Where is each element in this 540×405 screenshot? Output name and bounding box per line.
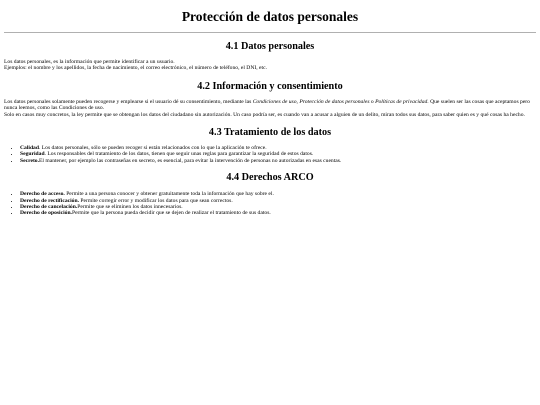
list-item (20, 210, 536, 216)
bullet-list (4, 145, 536, 164)
item-text: Permite a una persona conocer y obtener gratuitamente toda la información que hay sobre el. (64, 191, 274, 198)
definition-line: Los datos personales, es la información que permite identificar a un usuario. (4, 59, 175, 65)
item-term: Derecho de cancelación. (20, 204, 78, 211)
section-informacion-consentimiento (4, 81, 536, 118)
title-divider (4, 32, 536, 33)
item-term: Derecho de acceso. (20, 191, 65, 198)
section-heading: 4.2 Información y consentimiento (197, 80, 343, 92)
item-term: Secreto. (20, 157, 39, 164)
item-sep: . (44, 151, 48, 158)
text-run: , (296, 98, 300, 105)
examples-line: Ejemplos: el nombre y los apellidos, la fecha de nacimiento, el correo electrónico, el número de teléfono, el DNI, etc. (4, 65, 267, 72)
text-run: o (369, 98, 376, 105)
section-derechos-arco (4, 172, 536, 217)
item-term: Calidad (20, 145, 39, 152)
section-heading: 4.3 Tratamiento de los datos (208, 127, 332, 139)
item-text: Los responsables del tratamiento de los datos, tienen que seguir unas reglas para garantizar la seguridad de estos datos. (47, 151, 314, 158)
section-heading: 4.4 Derechos ARCO (226, 172, 314, 184)
text-run: Los datos personales solamente pueden recogerse y emplearse si el usuario dé su consentimiento, mediante las (4, 98, 253, 105)
section-tratamiento-datos (4, 127, 536, 164)
section-paragraph (4, 59, 536, 72)
text-run: . Que suelen ser las cosas que aceptamos pero nunca leemos, como las Condiciones de uso. (4, 98, 530, 112)
section-heading: 4.1 Datos personales (225, 41, 315, 52)
item-text: Permite que se eliminen los datos innecesarios. (77, 204, 183, 211)
item-text: Permite corregir error y modificar los datos para que sean correctos. (78, 197, 233, 204)
emphasis-text: Políticas de privacidad (375, 98, 428, 105)
page-title: Protección de datos personales (181, 9, 359, 24)
item-term: Derecho de oposición. (20, 210, 72, 217)
item-text: El mantener, por ejemplo las contraseñas en secreto, es esencial, para evitar la intervención de personas no autorizadas en esas cuentas. (39, 157, 342, 164)
emphasis-text: Condiciones de uso (252, 98, 297, 105)
item-text: Los datos personales, sólo se pueden recoger si están relacionados con lo que la aplicación te ofrece. (41, 145, 267, 152)
emphasis-text: Protección de datos personales (299, 98, 370, 105)
item-sep: . (38, 145, 42, 152)
list-item (20, 158, 536, 164)
text-run: Solo en casos muy concretos, la ley permite que se obtengan los datos del ciudadano sin autorización. Un caso podría ser, es cuando van a acusar a alguien de un delito, miran todos sus datos, para saber quien es y qué cosas ha hecho. (4, 111, 525, 118)
bullet-list (4, 191, 536, 217)
section-paragraph (4, 99, 536, 118)
section-datos-personales (4, 41, 536, 72)
item-term: Derecho de rectificación. (20, 197, 79, 204)
item-term: Seguridad (20, 151, 45, 158)
item-text: Permite que la persona pueda decidir que se dejen de realizar el tratamiento de sus datos. (71, 210, 271, 217)
